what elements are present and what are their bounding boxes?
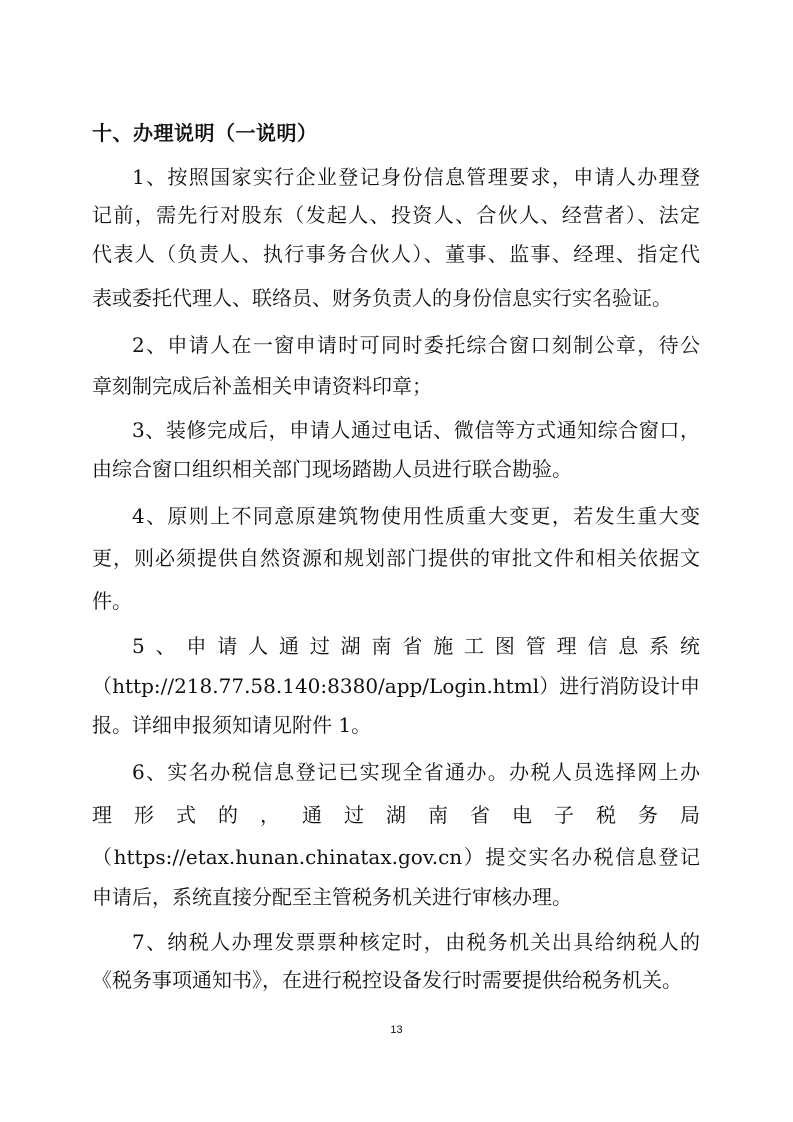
paragraph-6-line-2: 理形式的，通过湖南省电子税务局: [92, 803, 700, 827]
paragraph-3-line-1: 3、装修完成后，申请人通过电话、微信等方式通知综合窗口，: [132, 418, 700, 442]
paragraph-6-line-1: 6、实名办税信息登记已实现全省通办。办税人员选择网上办: [132, 760, 700, 784]
paragraph-1-line-3: 代表人（负责人、执行事务合伙人）、董事、监事、经理、指定代: [92, 242, 700, 266]
page-number: 13: [390, 1024, 403, 1036]
paragraph-2-line-1: 2、申请人在一窗申请时可同时委托综合窗口刻制公章，待公: [132, 333, 700, 357]
paragraph-5-line-2: （http://218.77.58.140:8380/app/Login.html）进行消防设计申: [92, 674, 700, 698]
paragraph-5-line-1: 5、申请人通过湖南省施工图管理信息系统: [132, 634, 700, 658]
paragraph-1-line-2: 记前，需先行对股东（发起人、投资人、合伙人、经营者）、法定: [92, 203, 700, 227]
paragraph-4-line-2: 更，则必须提供自然资源和规划部门提供的审批文件和相关依据文: [92, 546, 700, 570]
paragraph-1-line-1: 1、按照国家实行企业登记身份信息管理要求，申请人办理登: [132, 165, 700, 189]
section-heading: 十、办理说明（一说明）: [92, 121, 318, 145]
paragraph-6-line-3: （https://etax.hunan.chinatax.gov.cn）提交实名办税信息登记: [92, 845, 700, 869]
paragraph-5-line-3: 报。详细申报须知请见附件 1。: [92, 713, 372, 737]
paragraph-3-line-2: 由综合窗口组织相关部门现场踏勘人员进行联合勘验。: [92, 457, 572, 481]
paragraph-6-line-4: 申请后，系统直接分配至主管税务机关进行审核办理。: [92, 885, 572, 909]
paragraph-1-line-4: 表或委托代理人、联络员、财务负责人的身份信息实行实名验证。: [92, 286, 672, 310]
paragraph-4-line-3: 件。: [92, 589, 132, 613]
paragraph-7-line-1: 7、纳税人办理发票票种核定时，由税务机关出具给纳税人的: [132, 930, 700, 954]
paragraph-7-line-2: 《税务事项通知书》，在进行税控设备发行时需要提供给税务机关。: [92, 968, 682, 992]
paragraph-2-line-2: 章刻制完成后补盖相关申请资料印章；: [92, 374, 432, 398]
paragraph-4-line-1: 4、原则上不同意原建筑物使用性质重大变更，若发生重大变: [132, 504, 700, 528]
